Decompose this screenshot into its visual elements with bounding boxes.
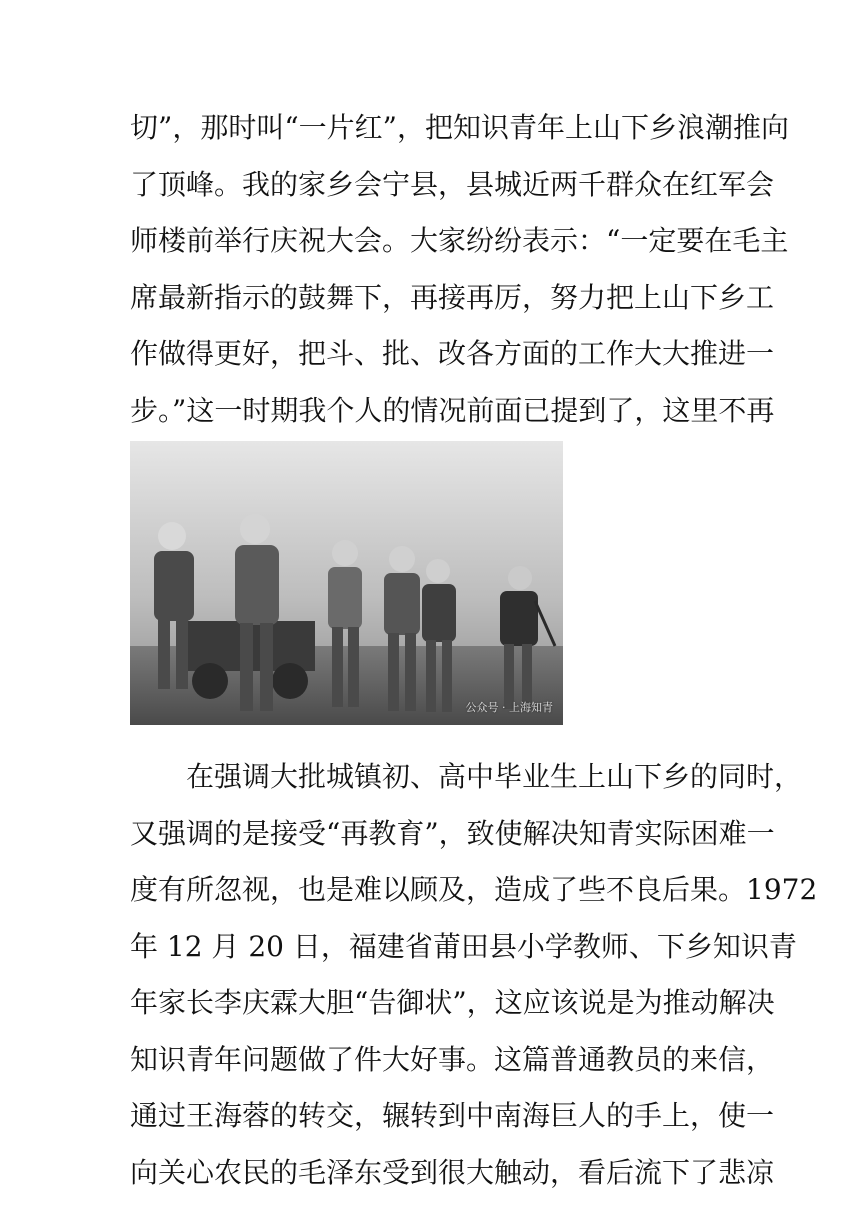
paragraph-2: [130, 749, 818, 1201]
historical-photo: [130, 441, 563, 725]
text-line: 师楼前举行庆祝大会。大家纷纷表示：“一定要在毛主: [130, 224, 789, 257]
photo-watermark: 公众号 · 上海知青: [465, 701, 553, 714]
text-line: 又强调的是接受“再教育”，致使解决知青实际困难一: [130, 816, 775, 850]
text-line: 度有所忽视，也是难以顾及，造成了些不良后果。1972: [130, 873, 818, 906]
text-line: 年 12 月 20 日，福建省莆田县小学教师、下乡知识青: [130, 929, 797, 963]
text-line: 切”，那时叫“一片红”，把知识青年上山下乡浪潮推向: [130, 111, 789, 144]
text-line: 向关心农民的毛泽东受到很大触动，看后流下了悲凉: [130, 1155, 775, 1189]
text-line: 席最新指示的鼓舞下，再接再厉，努力把上山下乡工: [130, 280, 775, 314]
paragraph-1: [130, 100, 789, 496]
text-line: 年家长李庆霖大胆“告御状”，这应该说是为推动解决: [130, 986, 775, 1019]
text-line: 知识青年问题做了件大好事。这篇普通教员的来信，: [130, 1042, 775, 1076]
text-line: 在强调大批城镇初、高中毕业生上山下乡的同时，: [186, 760, 803, 793]
photo-illustration: [130, 441, 563, 725]
text-line: 了顶峰。我的家乡会宁县，县城近两千群众在红军会: [130, 167, 775, 201]
text-line: 通过王海蓉的转交，辗转到中南海巨人的手上，使一: [130, 1099, 775, 1132]
text-line: 步。”这一时期我个人的情况前面已提到了，这里不再: [130, 393, 775, 427]
text-line: 作做得更好，把斗、批、改各方面的工作大大推进一: [130, 337, 775, 370]
